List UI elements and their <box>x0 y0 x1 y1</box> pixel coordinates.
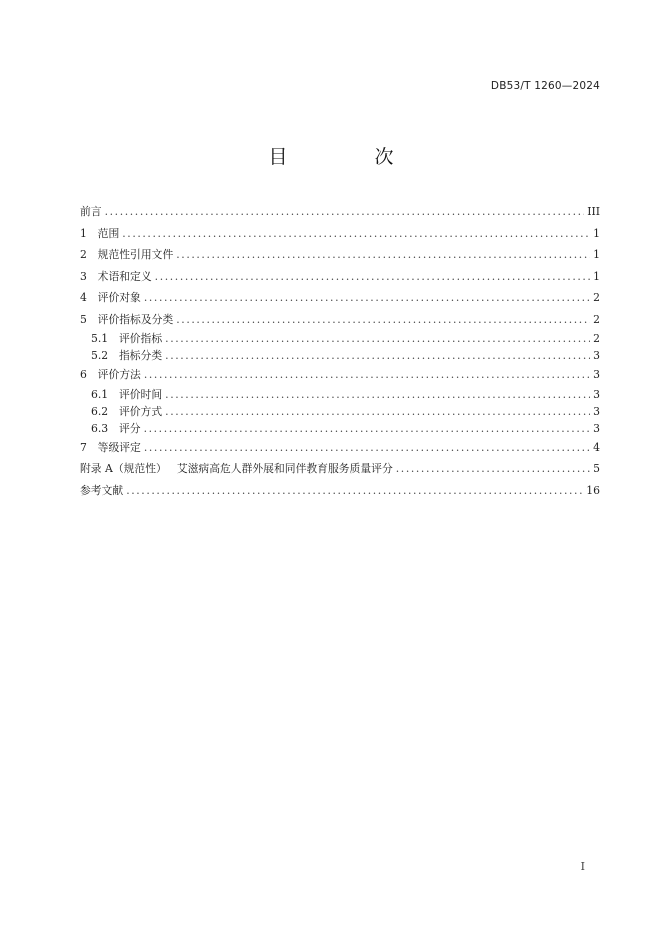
toc-entry-normative-references[interactable] <box>80 244 600 266</box>
toc-leader-dots <box>165 347 590 364</box>
toc-leader-dots <box>176 309 590 331</box>
toc-entry-indicators-classification[interactable] <box>80 309 600 331</box>
toc-leader-dots <box>176 244 590 266</box>
toc-entry-number: 6.3 <box>91 421 119 435</box>
toc-entry-label: 术语和定义 <box>97 269 152 283</box>
toc-entry-label: 评价指标及分类 <box>97 312 174 326</box>
toc-entry-number: 6.1 <box>91 387 119 401</box>
toc-leader-dots <box>396 458 590 480</box>
toc-entry-page: 1 <box>593 248 600 261</box>
toc-leader-dots <box>122 223 590 245</box>
toc-entry-page: 1 <box>593 269 600 283</box>
toc-entry-evaluation-mode[interactable] <box>80 403 600 420</box>
toc-title: 目 次 <box>268 146 428 168</box>
toc-entry-label: 评价对象 <box>97 291 141 304</box>
toc-entry-label: 参考文献 <box>80 483 124 497</box>
toc-leader-dots <box>155 266 590 288</box>
toc-entry-number: 附录 A（规范性） <box>80 462 167 475</box>
toc-entry-grade-assessment[interactable] <box>80 437 600 459</box>
toc-entry-appendix-a[interactable] <box>80 458 600 480</box>
table-of-contents <box>80 201 600 501</box>
document-code: DB53/T 1260—2024 <box>490 80 600 92</box>
toc-entry-page: 2 <box>593 291 600 304</box>
toc-entry-page: 3 <box>593 404 600 418</box>
toc-entry-number: 5.1 <box>91 332 119 345</box>
toc-entry-page: 2 <box>593 332 600 345</box>
toc-leader-dots <box>144 420 591 437</box>
toc-entry-page: III <box>587 205 600 218</box>
toc-leader-dots <box>105 201 585 223</box>
toc-entry-terms-definitions[interactable] <box>80 266 600 288</box>
toc-entry-label: 评价方式 <box>118 404 163 418</box>
toc-leader-dots <box>144 287 590 309</box>
toc-entry-number: 5.2 <box>91 349 119 362</box>
toc-entry-page: 3 <box>593 421 600 435</box>
toc-entry-page: 3 <box>593 387 600 401</box>
toc-entry-scope[interactable] <box>80 223 600 245</box>
toc-entry-evaluation-time[interactable] <box>80 386 600 403</box>
toc-entry-page: 3 <box>593 349 600 362</box>
toc-entry-label: 评价方法 <box>97 368 141 381</box>
toc-entry-number: 5 <box>80 312 98 326</box>
toc-entry-evaluation-method[interactable] <box>80 364 600 386</box>
toc-entry-page: 4 <box>593 440 600 454</box>
toc-entry-number: 6 <box>80 368 98 381</box>
toc-entry-label: 等级评定 <box>97 440 141 454</box>
toc-entry-label: 评分 <box>118 421 141 435</box>
toc-entry-label: 评价时间 <box>118 387 163 401</box>
toc-entry-number: 6.2 <box>91 404 119 418</box>
toc-entry-evaluation-indicators[interactable] <box>80 330 600 347</box>
toc-entry-bibliography[interactable] <box>80 480 600 502</box>
toc-entry-label: 评价指标 <box>118 332 163 345</box>
toc-entry-page: 3 <box>593 368 600 381</box>
toc-entry-page: 1 <box>593 226 600 240</box>
toc-entry-evaluation-object[interactable] <box>80 287 600 309</box>
toc-leader-dots <box>165 330 590 347</box>
toc-entry-label: 范围 <box>97 226 120 240</box>
toc-leader-dots <box>126 480 583 502</box>
toc-entry-number: 2 <box>80 248 98 261</box>
toc-entry-label: 艾滋病高危人群外展和同伴教育服务质量评分 <box>176 462 393 475</box>
toc-entry-label: 前言 <box>80 205 102 218</box>
toc-leader-dots <box>165 386 590 403</box>
toc-entry-label: 规范性引用文件 <box>97 248 174 261</box>
toc-entry-number: 1 <box>80 226 98 240</box>
toc-entry-number: 7 <box>80 440 98 454</box>
toc-entry-number: 3 <box>80 269 98 283</box>
toc-leader-dots <box>144 364 590 386</box>
toc-entry-page: 16 <box>586 483 600 497</box>
toc-entry-page: 2 <box>593 312 600 326</box>
toc-entry-label: 指标分类 <box>118 349 163 362</box>
page-number: I <box>580 860 585 873</box>
toc-leader-dots <box>144 437 590 459</box>
toc-entry-foreword[interactable] <box>80 201 600 223</box>
toc-entry-page: 5 <box>593 462 600 475</box>
toc-entry-scoring[interactable] <box>80 420 600 437</box>
toc-leader-dots <box>165 403 590 420</box>
toc-entry-indicator-classification[interactable] <box>80 347 600 364</box>
toc-entry-number: 4 <box>80 291 98 304</box>
